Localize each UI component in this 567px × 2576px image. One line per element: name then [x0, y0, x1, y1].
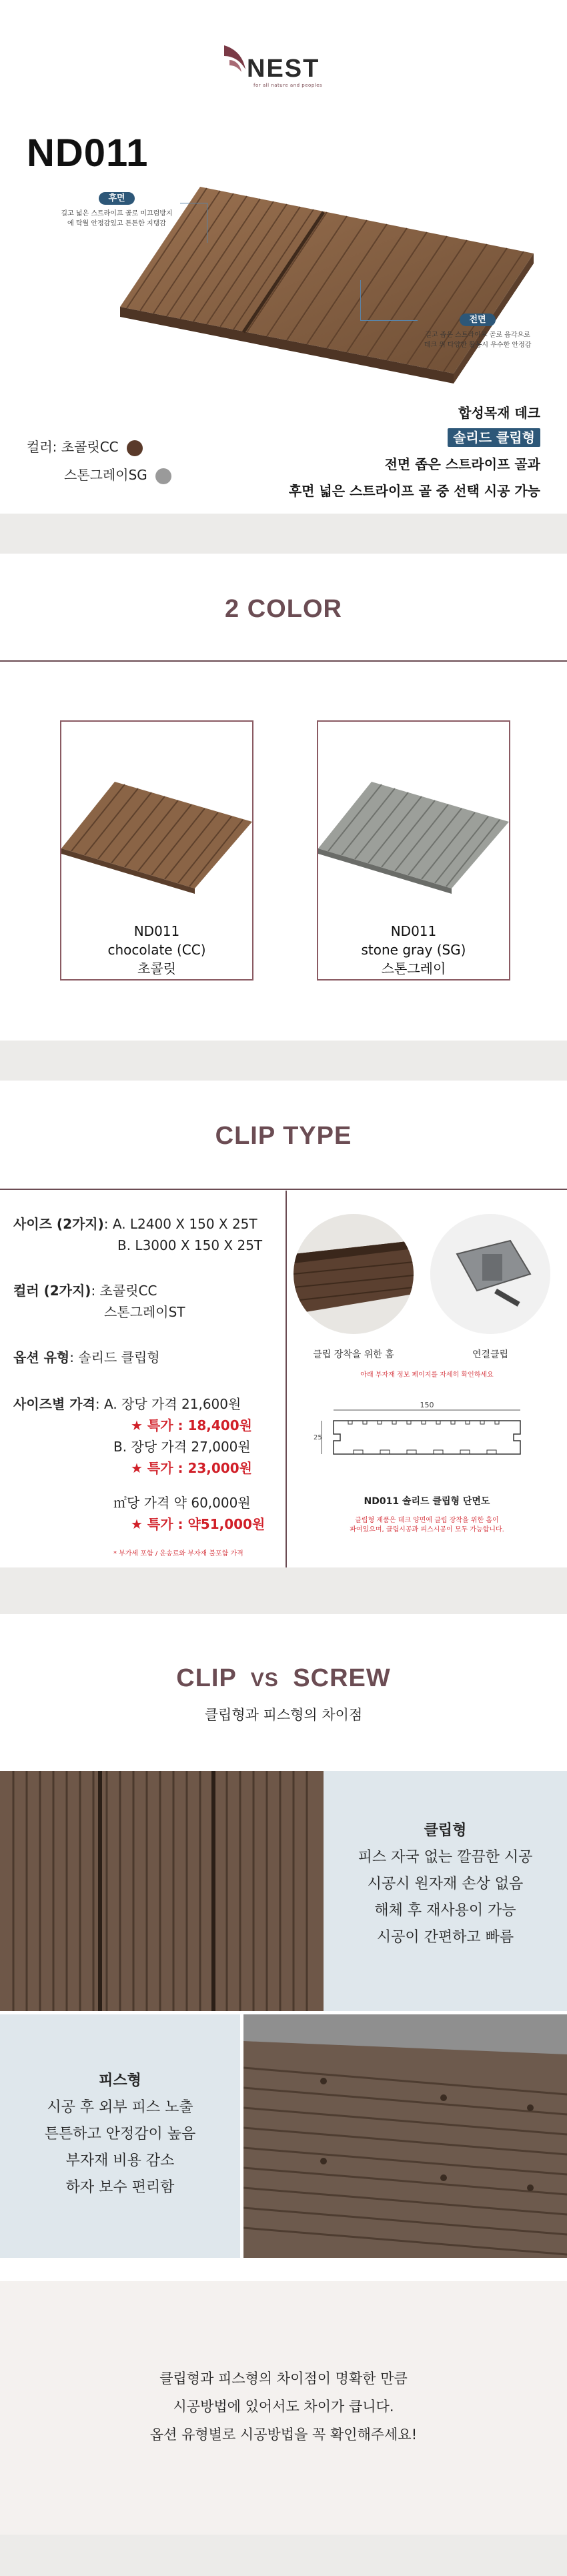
screw-line-3: 부자재 비용 감소: [65, 2152, 175, 2169]
spec-option-value: : 솔리드 클립형: [69, 1349, 160, 1365]
spec-size-label: 사이즈 (2가지): [13, 1216, 104, 1232]
card-name-en: chocolate (CC): [107, 942, 206, 958]
note-text: [0, 2365, 567, 2449]
spec-option: [13, 1347, 160, 1367]
front-description: 길고 좁은 스트라이프 골로 음각으로 데크 위 다양한 활동시 우수한 안정감: [424, 332, 532, 349]
note-line-3: 옵션 유형별로 시공방법을 꼭 확인해주세요!: [149, 2427, 418, 2443]
clip-line-3: 해체 후 재사용이 가능: [374, 1902, 516, 1919]
two-color-divider: [0, 660, 567, 662]
screw-info: [0, 2068, 240, 2201]
stonegray-swatch: [155, 468, 171, 484]
two-color-title: 2 COLOR: [225, 595, 342, 623]
back-side-callout: [53, 192, 180, 229]
front-side-callout: [418, 313, 538, 350]
back-description: 길고 넓은 스트라이프 골로 미끄럼방지에 탁월 안정감있고 튼튼한 지탱감: [61, 210, 173, 227]
vs-title-screw: SCREW: [293, 1664, 391, 1692]
color-card-stonegray[interactable]: [317, 720, 510, 981]
spec-color-label: 컬러 (2가지): [13, 1283, 91, 1299]
deck-board-image: [120, 173, 534, 387]
groove-caption: 클립 장착을 위한 홈: [313, 1349, 394, 1360]
width-dimension-label: 150: [420, 1401, 434, 1409]
two-color-section: [0, 554, 567, 1041]
section-gap: [0, 1041, 567, 1081]
color-option-chocolate: [27, 436, 143, 456]
vs-title-vs: VS: [250, 1669, 279, 1691]
cross-section-title: ND011 솔리드 클립형 단면도: [364, 1496, 490, 1507]
color-option-stonegray: [64, 464, 171, 484]
clip-type-divider: [0, 1189, 567, 1190]
card-text: [61, 922, 252, 978]
spec-sale-b: ★ 특가 : 23,000원: [131, 1460, 252, 1476]
feature-line-3: 전면 좁은 스트라이프 골과: [384, 456, 540, 472]
price-footnote: * 부가세 포함 / 운송료와 부자재 불포함 가격: [113, 1550, 243, 1557]
clip-type-title: CLIP TYPE: [215, 1122, 352, 1150]
spec-option-label: 옵션 유형: [13, 1349, 70, 1365]
clip-photo-art: [430, 1214, 550, 1334]
logo-wordmark: NEST: [247, 55, 320, 83]
screw-line-4: 하자 보수 편리함: [65, 2179, 175, 2196]
card-code: ND011: [133, 923, 180, 939]
chocolate-swatch: [127, 440, 143, 456]
front-label: 전면: [460, 313, 495, 326]
color-label: 스톤그레이SG: [64, 467, 147, 483]
stonegray-board-image: [318, 722, 509, 918]
clip-groove-photo: [294, 1214, 414, 1334]
clip-caption: 연결클립: [472, 1349, 509, 1360]
spec-sale-m2: ★ 특가 : 약51,000원: [131, 1516, 265, 1532]
vs-subtitle: 클립형과 피스형의 차이점: [204, 1707, 363, 1723]
card-name-ko: 스톤그레이: [381, 960, 446, 977]
logo-tagline: for all nature and peoples: [253, 83, 323, 88]
feature-line-1: 합성목재 데크: [458, 405, 540, 421]
clip-deck-photo: [0, 1771, 324, 2011]
footer-strip: [0, 2535, 567, 2576]
height-dimension-label: 25: [314, 1434, 322, 1441]
feature-badge: [448, 427, 540, 446]
front-callout-line: [360, 320, 418, 321]
spec-color-a: : 초콜릿CC: [91, 1283, 157, 1299]
spec-color: [13, 1281, 157, 1301]
section-gap: [0, 514, 567, 554]
cross-section-diagram: [307, 1401, 547, 1467]
back-label: 후면: [99, 192, 134, 205]
screw-heading: 피스형: [99, 2072, 141, 2089]
product-overview: [0, 113, 567, 514]
clip-type-section: [0, 1081, 567, 1567]
spec-price-label: 사이즈별 가격: [13, 1396, 95, 1412]
spec-price-m2: ㎡당 가격 약 60,000원: [113, 1495, 251, 1511]
vs-title-clip: CLIP: [176, 1664, 237, 1692]
card-name-en: stone gray (SG): [361, 942, 466, 958]
spec-price-b: B. 장당 가격 27,000원: [113, 1439, 251, 1455]
spec-size: [13, 1214, 257, 1234]
clip-info: [324, 1818, 567, 1951]
spec-sale-a: ★ 특가 : 18,400원: [131, 1417, 252, 1433]
clip-line-1: 피스 자국 없는 깔끔한 시공: [358, 1849, 533, 1866]
cross-section-note-1: 클립형 제품은 데크 양면에 클립 장착을 위한 홈이: [355, 1517, 499, 1524]
card-name-ko: 초콜릿: [137, 960, 176, 977]
screw-deck-photo: [243, 2014, 567, 2258]
screw-line-2: 튼튼하고 안정감이 높음: [44, 2126, 196, 2142]
spec-price: [13, 1394, 241, 1414]
chocolate-board-image: [61, 722, 252, 918]
spec-price-a: : A. 장당 가격 21,600원: [95, 1396, 241, 1412]
note-line-2: 시공방법에 있어서도 차이가 큽니다.: [173, 2399, 394, 2415]
spec-size-a: : A. L2400 X 150 X 25T: [103, 1216, 257, 1232]
screw-line-1: 시공 후 외부 피스 노출: [47, 2099, 193, 2116]
front-callout-line-v: [360, 280, 361, 320]
color-card-chocolate[interactable]: [60, 720, 253, 981]
groove-photo-art: [294, 1214, 414, 1334]
note-line-1: 클립형과 피스형의 차이점이 명확한 만큼: [159, 2371, 408, 2387]
connector-clip-photo: [430, 1214, 550, 1334]
clip-heading: 클립형: [424, 1822, 467, 1839]
clip-type-column-divider: [286, 1191, 287, 1574]
brand-logo[interactable]: [220, 40, 347, 87]
clip-vs-screw-section: [0, 1614, 567, 2281]
parts-info-note: 아래 부자재 정보 페이지를 자세히 확인하세요: [360, 1371, 494, 1379]
spec-color-b: 스톤그레이ST: [104, 1304, 185, 1320]
feature-badge-text: 솔리드 클립형: [448, 428, 540, 447]
header: [0, 0, 567, 113]
product-model: ND011: [27, 131, 149, 175]
card-code: ND011: [390, 923, 437, 939]
feature-line-4: 후면 넓은 스트라이프 골 중 선택 시공 가능: [288, 483, 540, 499]
cross-section-note-2: 파여있으며, 클립시공과 피스시공이 모두 가능합니다.: [350, 1526, 504, 1533]
bottom-note: [0, 2281, 567, 2535]
clip-line-2: 시공시 원자재 손상 없음: [367, 1876, 524, 1892]
section-gap: [0, 1567, 567, 1614]
color-label: 컬러: 초콜릿CC: [27, 439, 119, 455]
clip-line-4: 시공이 간편하고 빠름: [376, 1929, 514, 1946]
card-text: [318, 922, 509, 978]
vs-title: [0, 1664, 567, 1693]
spec-size-b: B. L3000 X 150 X 25T: [117, 1237, 263, 1253]
